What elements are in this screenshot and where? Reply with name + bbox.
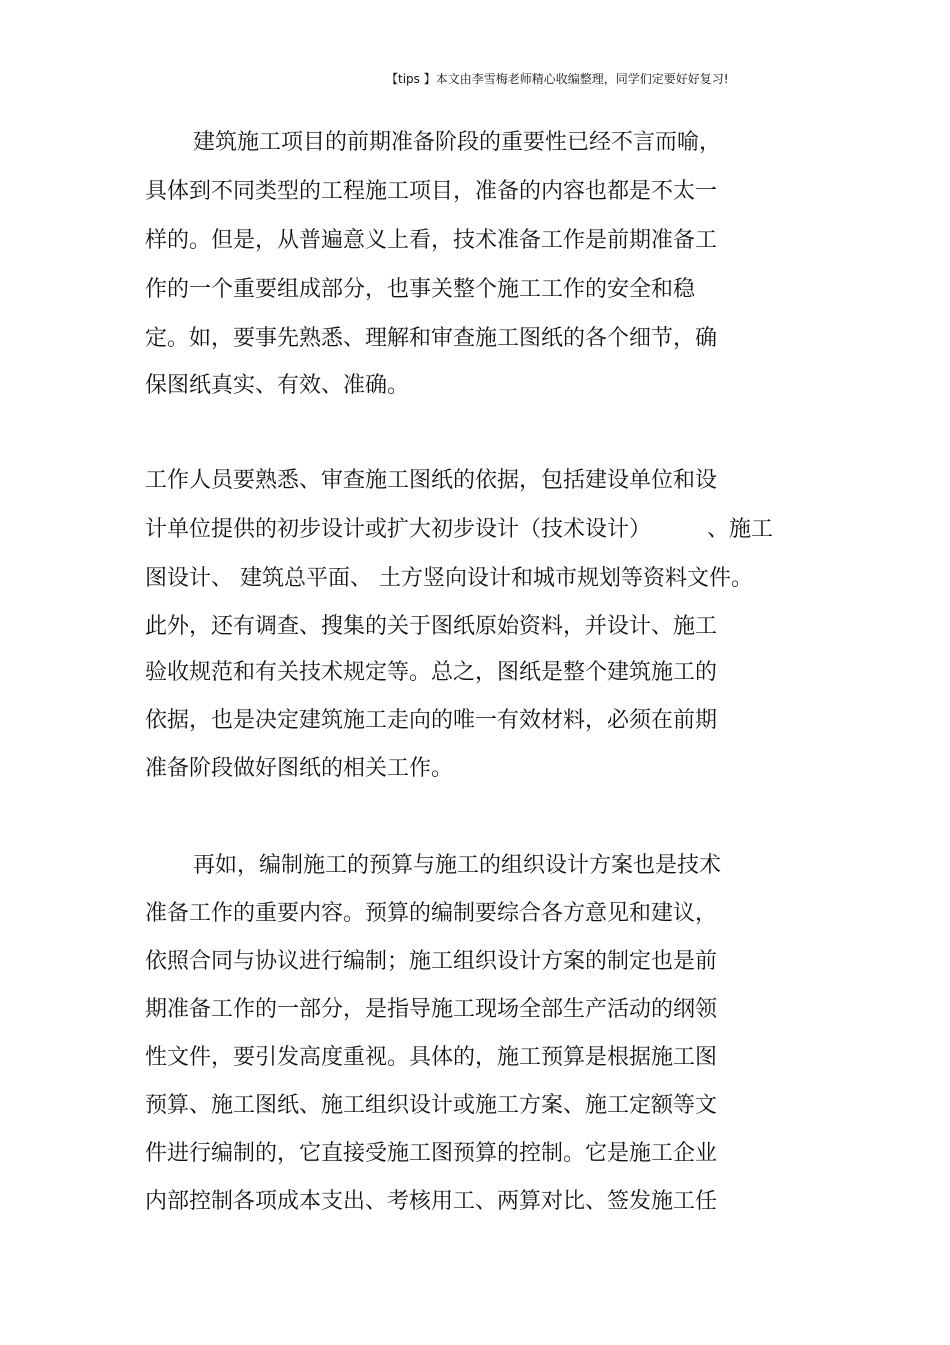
paragraph-3-line-6: 预算、施工图纸、施工组织设计或施工方案、施工定额等文: [145, 1093, 718, 1118]
paragraph-2-line-7: 准备阶段做好图纸的相关工作。: [145, 756, 454, 781]
paragraph-2-line-2: 计单位提供的初步设计或扩大初步设计（技术设计） 、施工: [145, 517, 773, 542]
paragraph-1-line-1: 建筑施工项目的前期准备阶段的重要性已经不言而喻，: [193, 130, 722, 155]
header-tips: 【tips 】本文由李雪梅老师精心收编整理，同学们定要好好复习!: [386, 72, 729, 86]
paragraph-3-line-7: 件进行编制的，它直接受施工图预算的控制。它是施工企业: [145, 1141, 718, 1166]
paragraph-2-line-4: 此外，还有调查、搜集的关于图纸原始资料，并设计、施工: [145, 614, 718, 639]
paragraph-3-line-8: 内部控制各项成本支出、考核用工、两算对比、签发施工任: [145, 1189, 718, 1214]
paragraph-3-line-4: 期准备工作的一部分，是指导施工现场全部生产活动的纲领: [145, 997, 718, 1022]
paragraph-1-line-4: 作的一个重要组成部分，也事关整个施工工作的安全和稳: [145, 277, 696, 302]
paragraph-3-line-3: 依照合同与协议进行编制；施工组织设计方案的制定也是前: [145, 949, 718, 974]
paragraph-1-line-6: 保图纸真实、有效、准确。: [145, 373, 410, 398]
paragraph-2-line-5: 验收规范和有关技术规定等。总之，图纸是整个建筑施工的: [145, 660, 718, 685]
paragraph-1-line-2: 具体到不同类型的工程施工项目，准备的内容也都是不太一: [145, 179, 718, 204]
paragraph-2-line-1: 工作人员要熟悉、审查施工图纸的依据，包括建设单位和设: [145, 468, 718, 493]
paragraph-2-line-3: 图设计、 建筑总平面、 土方竖向设计和城市规划等资料文件。: [145, 566, 753, 591]
paragraph-3-line-1: 再如，编制施工的预算与施工的组织设计方案也是技术: [193, 853, 722, 878]
paragraph-1-line-5: 定。如，要事先熟悉、理解和审查施工图纸的各个细节，确: [145, 326, 718, 351]
paragraph-3-line-2: 准备工作的重要内容。预算的编制要综合各方意见和建议，: [145, 901, 718, 926]
paragraph-1-line-3: 样的。但是，从普遍意义上看，技术准备工作是前期准备工: [145, 228, 718, 253]
paragraph-2-line-6: 依据，也是决定建筑施工走向的唯一有效材料，必须在前期: [145, 708, 718, 733]
paragraph-3-line-5: 性文件，要引发高度重视。具体的，施工预算是根据施工图: [145, 1045, 718, 1070]
